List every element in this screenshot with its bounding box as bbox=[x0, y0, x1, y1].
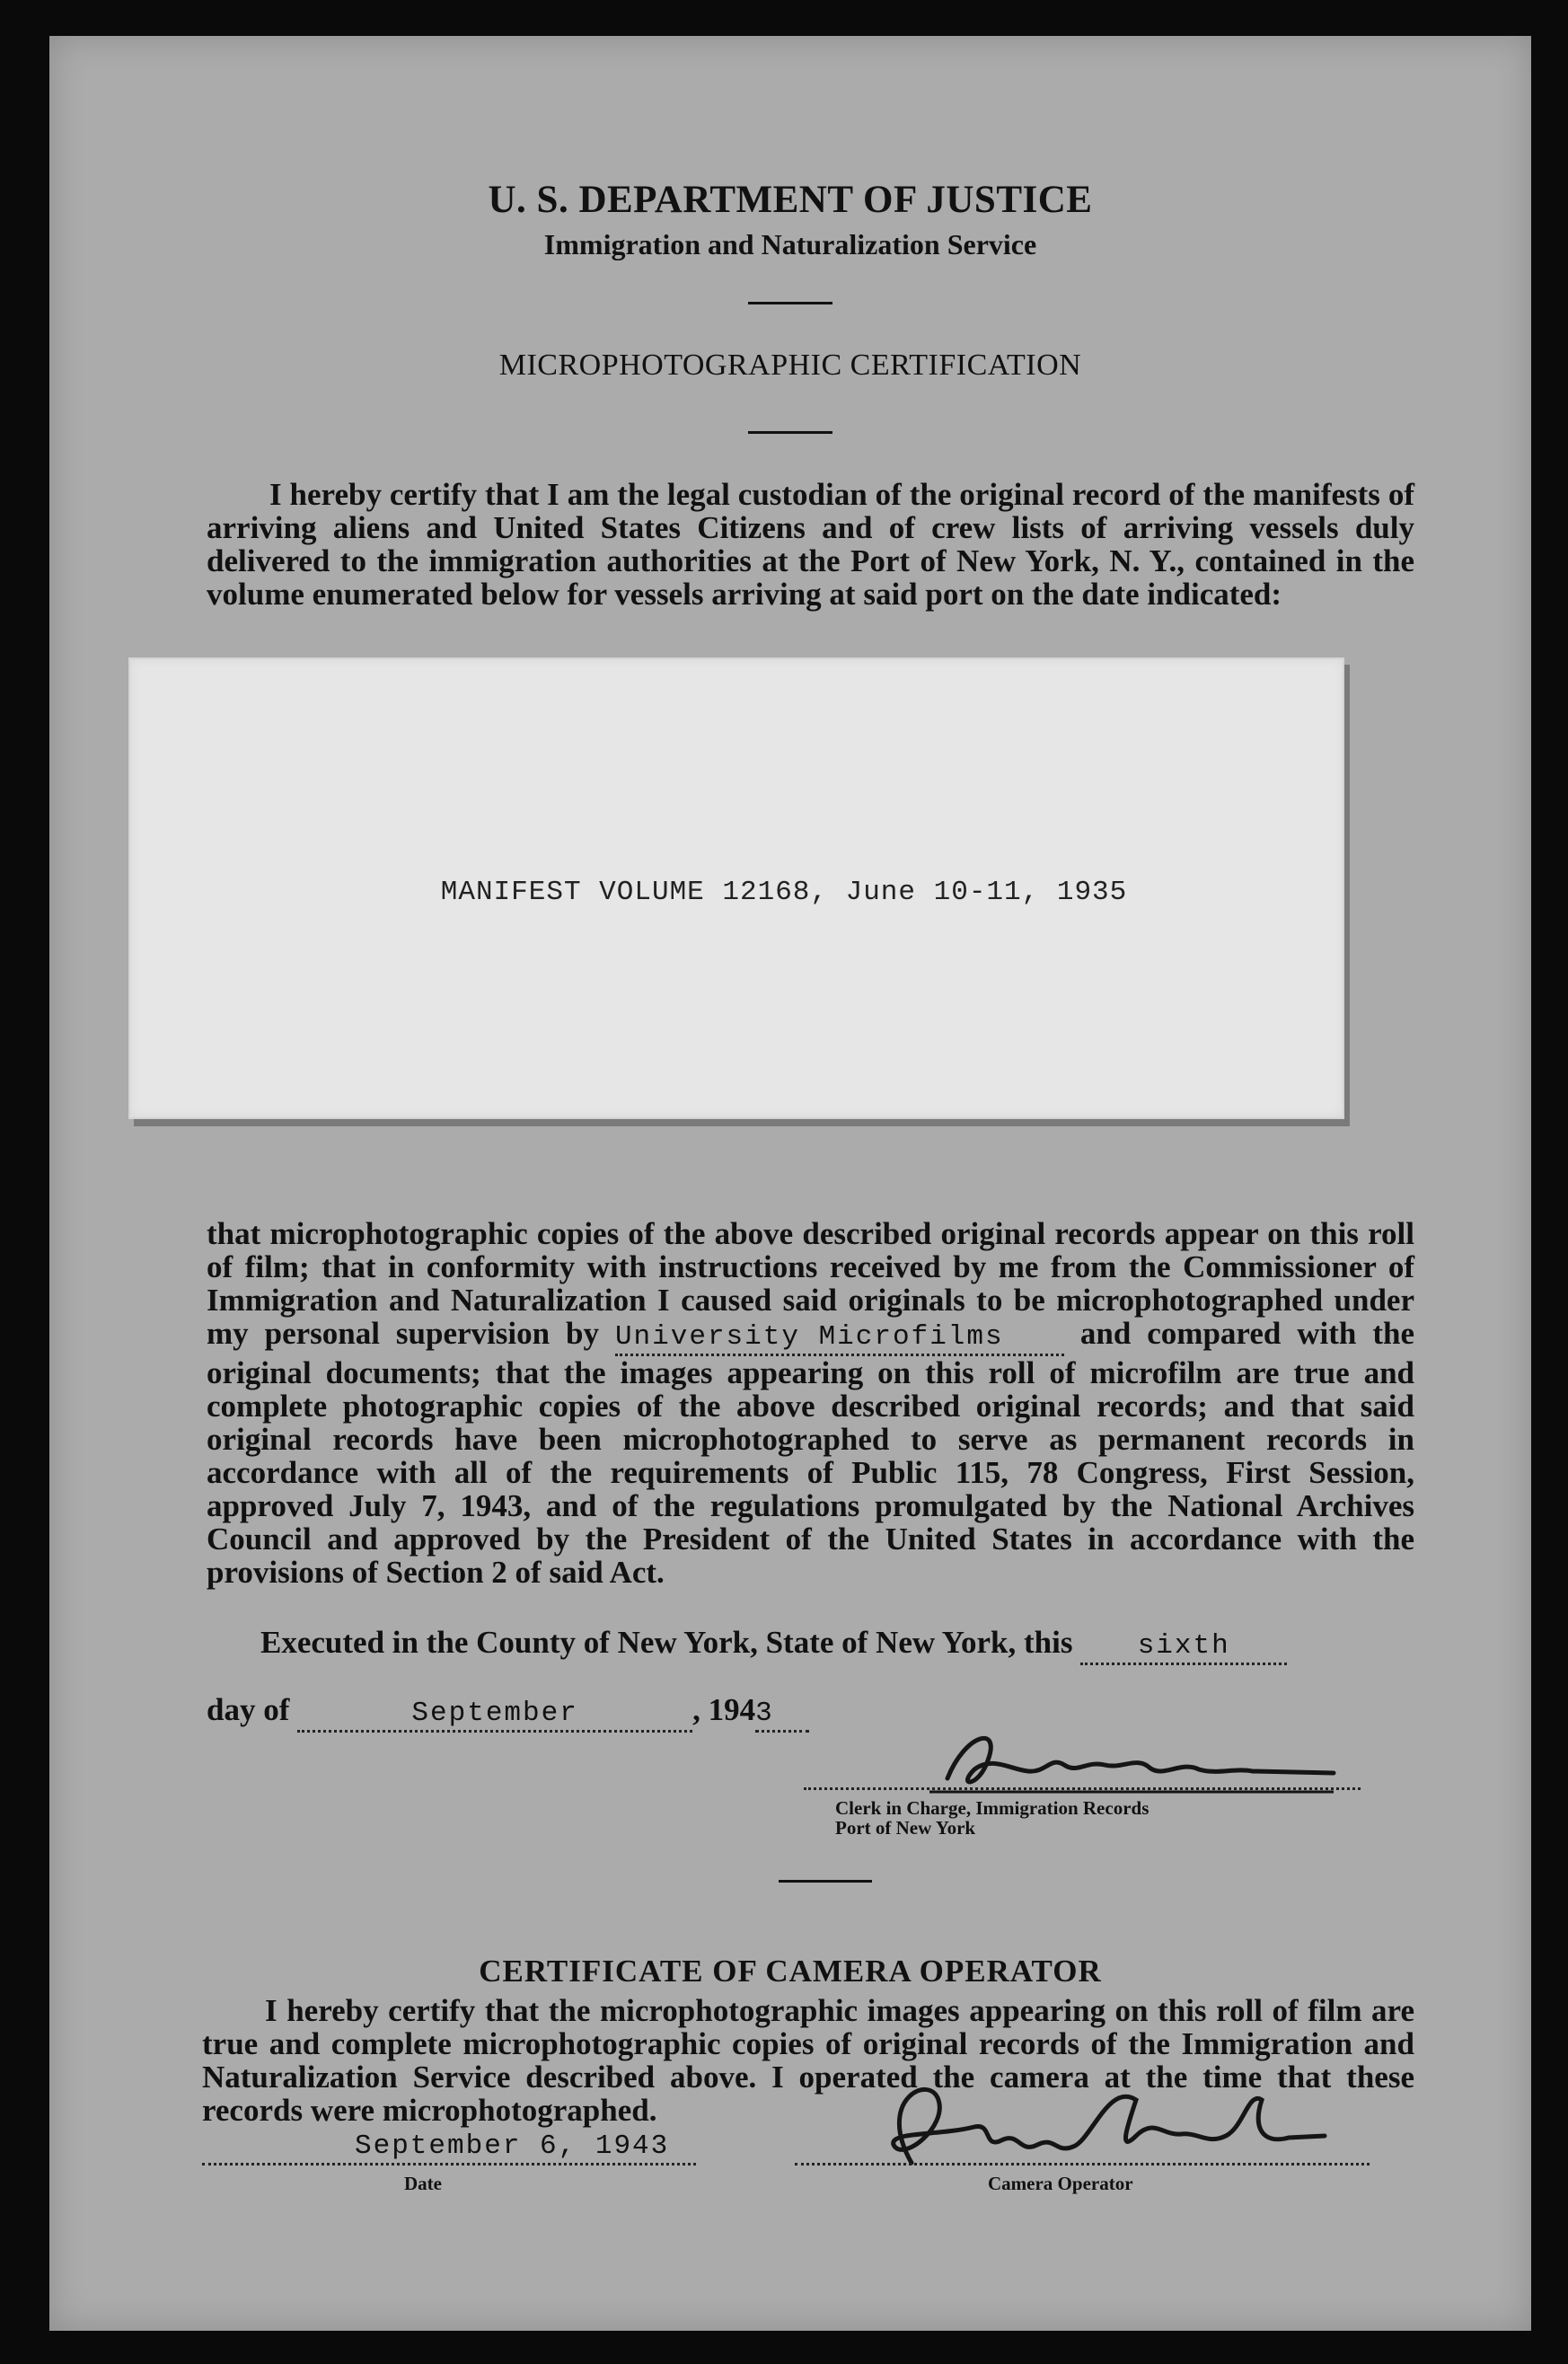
volume-label: MANIFEST VOLUME 12168, June 10-11, 1935 bbox=[440, 877, 1128, 908]
operator-label: Camera Operator bbox=[988, 2173, 1133, 2194]
divider-rule bbox=[748, 431, 832, 434]
certification-title: MICROPHOTOGRAPHIC CERTIFICATION bbox=[498, 348, 1082, 382]
certificate-sheet bbox=[49, 36, 1531, 2331]
service-subheading: Immigration and Naturalization Service bbox=[543, 228, 1037, 260]
photographer-field: University Microfilms bbox=[615, 1320, 1064, 1356]
intro-paragraph: I hereby certify that I am the legal custodian of the original record of the manifests of arriving aliens and United States Citizens and of crew lists of arriving vessels duly delivered to the immigration authorities at the Port of New York, N. Y., contained in the volume enumerated below for vessels arriving at said port on the date indicated: bbox=[207, 477, 1414, 612]
divider-rule bbox=[748, 302, 832, 304]
execution-prefix: Executed in the County of New York, State of New York, this bbox=[260, 1625, 1073, 1660]
operator-date-value: September 6, 1943 bbox=[355, 2130, 670, 2162]
month-field: September bbox=[297, 1697, 692, 1733]
day-field: sixth bbox=[1080, 1629, 1287, 1665]
year-prefix: , 194 bbox=[692, 1692, 756, 1727]
year-digit-field: 3 bbox=[755, 1697, 809, 1733]
body-text-part1: that microphotographic copies of the above described original records appear on this roll of film; that in conformity with instructions received by me from the Commissioner of Immigration and Naturalization I caused said originals to be microphotographed under my personal supervision by bbox=[207, 1216, 1414, 1351]
clerk-title-1: Clerk in Charge, Immigration Records bbox=[835, 1797, 1150, 1819]
department-heading: U. S. DEPARTMENT OF JUSTICE bbox=[488, 179, 1093, 221]
clerk-title-2: Port of New York bbox=[835, 1817, 976, 1839]
camera-operator-paragraph: I hereby certify that the microphotographic images appearing on this roll of film are true and complete microphotographic copies of original records of the Immigration and Naturalization Service described above. I operated the camera at the time that these records were microphotographed. bbox=[202, 1993, 1414, 2128]
day-of-label: day of bbox=[207, 1692, 290, 1727]
body-text-part2: and compared with the original documents; that the images appearing on this roll of microfilm are true and complete photographic copies of the above described original records; and that said original records have been microphotographed to serve as permanent records in accordance with all of the requirements of Public 115, 78 Congress, First Session, approved July 7, 1943, and of the regulations promulgated by the National Archives Council and approved by the President of the United States in accordance with the provisions of Section 2 of said Act. bbox=[207, 1316, 1415, 1590]
operator-date-label: Date bbox=[404, 2173, 442, 2194]
camera-operator-heading: CERTIFICATE OF CAMERA OPERATOR bbox=[479, 1954, 1102, 1989]
